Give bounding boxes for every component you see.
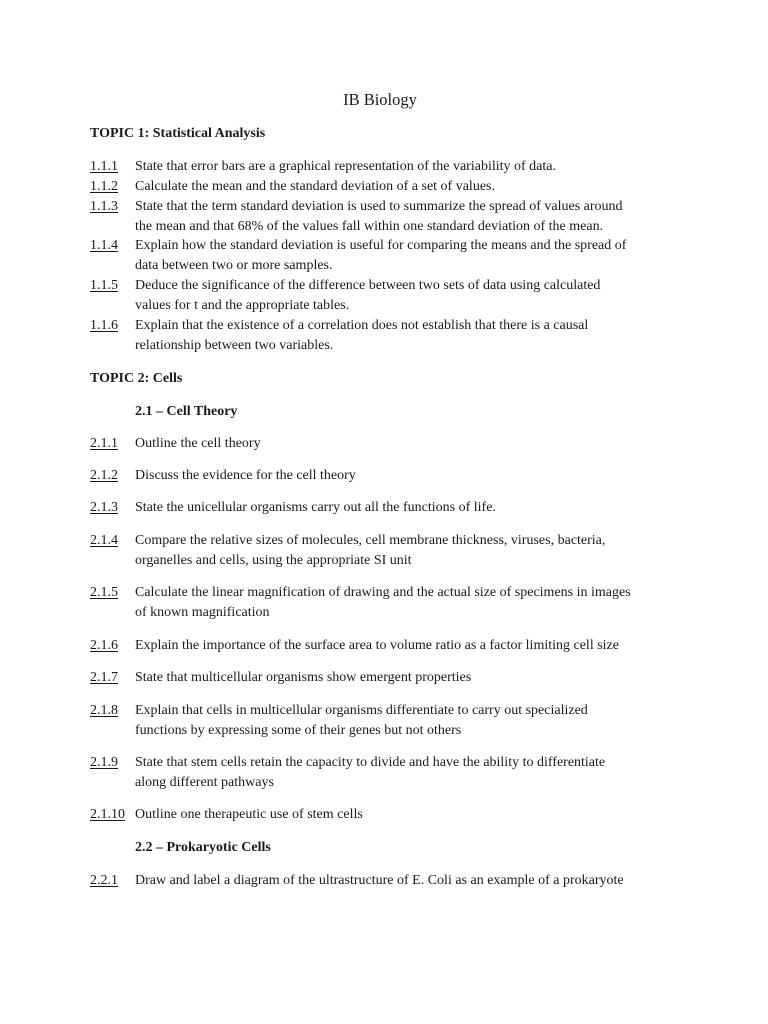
objective-item xyxy=(90,157,690,177)
objective-item xyxy=(90,753,690,793)
objective-item xyxy=(90,583,690,623)
objective-item xyxy=(90,636,690,656)
objective-number: 1.1.6 xyxy=(90,318,118,333)
objective-text: Calculate the linear magnification of drawing and the actual size of specimens in images of known magnification xyxy=(135,585,631,620)
objective-number: 2.1.5 xyxy=(90,585,118,600)
objective-text: Explain that cells in multicellular organisms differentiate to carry out specialized functions by expressing some of their genes but not others xyxy=(135,703,588,738)
objective-number: 2.1.1 xyxy=(90,436,118,451)
objective-number: 1.1.5 xyxy=(90,278,118,293)
objective-item xyxy=(90,871,690,891)
objective-text: Compare the relative sizes of molecules, cell membrane thickness, viruses, bacteria, organelles and cells, using the appropriate SI unit xyxy=(135,533,606,568)
objective-item xyxy=(90,434,690,454)
objective-number: 2.1.7 xyxy=(90,670,118,685)
objective-number: 1.1.3 xyxy=(90,199,118,214)
objective-number: 2.1.3 xyxy=(90,500,118,515)
objective-text: Outline one therapeutic use of stem cells xyxy=(135,807,363,822)
objective-item xyxy=(90,531,690,571)
objective-number: 1.1.2 xyxy=(90,179,118,194)
objective-item xyxy=(90,466,690,486)
topic-1-heading: TOPIC 1: Statistical Analysis xyxy=(90,126,266,141)
objective-text: State the unicellular organisms carry out all the functions of life. xyxy=(135,500,496,515)
objective-text: Outline the cell theory xyxy=(135,436,261,451)
topic-2-heading: TOPIC 2: Cells xyxy=(90,371,183,386)
objective-text: Explain that the existence of a correlation does not establish that there is a causal relationship between two variables. xyxy=(135,318,589,353)
objective-text: Calculate the mean and the standard deviation of a set of values. xyxy=(135,179,495,194)
objective-text: State that multicellular organisms show emergent properties xyxy=(135,670,472,685)
document-title: IB Biology xyxy=(343,90,417,109)
objective-text: Draw and label a diagram of the ultrastructure of E. Coli as an example of a prokaryote xyxy=(135,873,624,888)
objective-item xyxy=(90,316,690,356)
objective-item xyxy=(90,668,690,688)
objective-text: Explain the importance of the surface area to volume ratio as a factor limiting cell size xyxy=(135,638,619,653)
objective-number: 2.2.1 xyxy=(90,873,118,888)
objective-number: 2.1.10 xyxy=(90,807,125,822)
objective-text: State that stem cells retain the capacity to divide and have the ability to differentiate along different pathways xyxy=(135,755,606,790)
objective-number: 2.1.8 xyxy=(90,703,118,718)
objective-number: 2.1.2 xyxy=(90,468,118,483)
objective-number: 2.1.9 xyxy=(90,755,118,770)
objective-item xyxy=(90,276,690,316)
objective-text: Explain how the standard deviation is useful for comparing the means and the spread of data between two or more samples. xyxy=(135,238,627,273)
objective-item xyxy=(90,236,690,276)
objective-text: State that error bars are a graphical representation of the variability of data. xyxy=(135,159,556,174)
objective-text: State that the term standard deviation is used to summarize the spread of values around the mean and that 68% of the values fall within one standard deviation of the mean. xyxy=(135,199,623,234)
objective-item xyxy=(90,177,690,197)
objective-item xyxy=(90,197,690,237)
objective-number: 2.1.6 xyxy=(90,638,118,653)
objective-item xyxy=(90,805,690,825)
objective-number: 1.1.1 xyxy=(90,159,118,174)
objective-text: Discuss the evidence for the cell theory xyxy=(135,468,356,483)
section-2-2-heading: 2.2 – Prokaryotic Cells xyxy=(135,840,271,855)
objective-text: Deduce the significance of the difference between two sets of data using calculated values for t and the appropriate tables. xyxy=(135,278,601,313)
objective-item xyxy=(90,498,690,518)
objective-item xyxy=(90,701,690,741)
objective-number: 1.1.4 xyxy=(90,238,118,253)
section-2-1-heading: 2.1 – Cell Theory xyxy=(135,404,238,419)
objective-number: 2.1.4 xyxy=(90,533,118,548)
